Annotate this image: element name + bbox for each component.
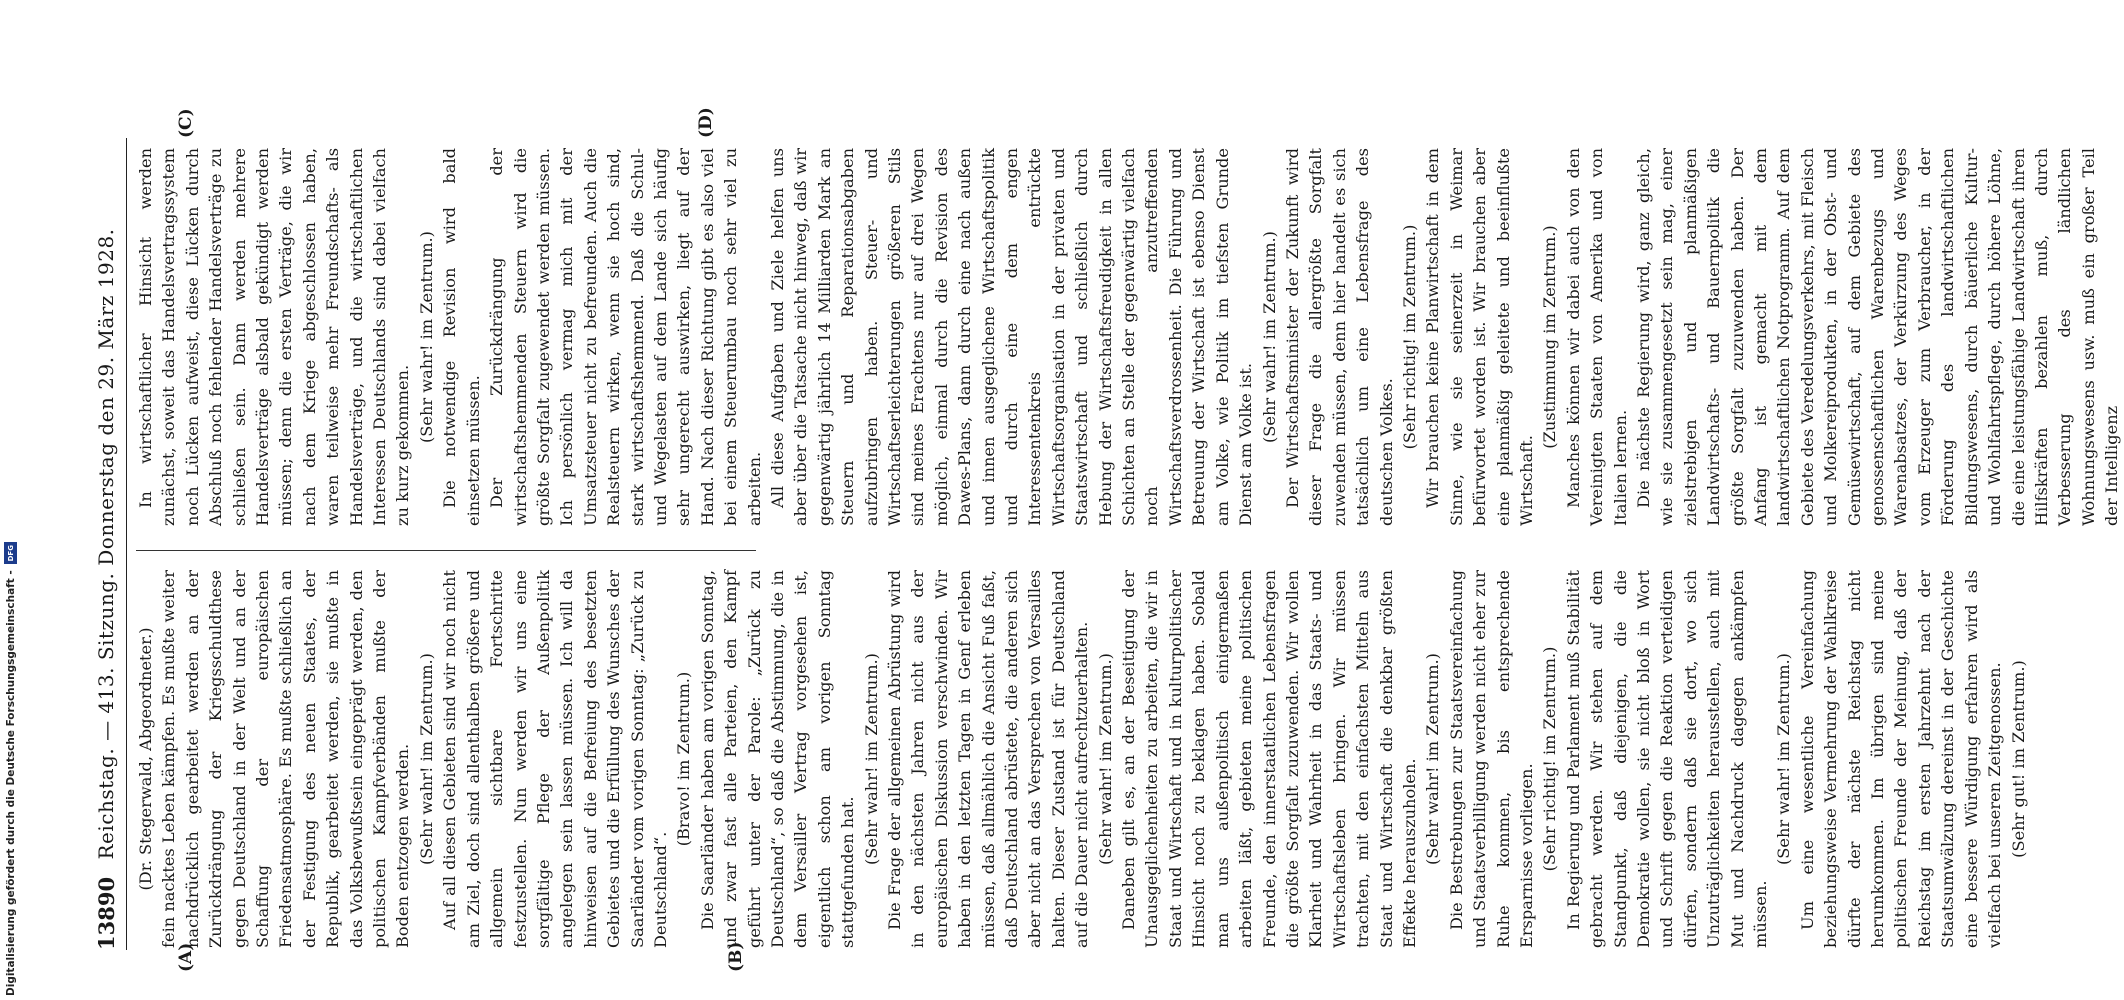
paragraph: Die Saarländer haben am vorigen Sonntag, und zwar fast alle Parteien, den Kampf geführt unter der Parole: „Zurück zu Deutschland“, so daß die Abstimmung, die in dem Versailler Vertrag vorgesehen ist, eigentlich schon am vorigen Sonntag stattgefunden hat. <box>697 570 858 948</box>
paragraph: In wirtschaftlicher Hinsicht werden zunächst, soweit das Handelsvertragssystem noch Lücken aufweist, diese Lücken durch Abschluß noch fehlender Handelsverträge zu schließen sein. Dann werden mehrere Handelsverträge alsbald gekündigt werden müssen; denn die ersten Verträge, die wir nach dem Kriege abgeschlossen haben, waren teilweise mehr Freundschafts- als Handelsverträge, und die wirtschaftlichen Interessen Deutschlands sind dabei vielfach zu kurz gekommen. <box>136 148 413 526</box>
reaction: (Sehr wahr! im Zentrum.) <box>861 652 881 866</box>
margin-letter-c: (C) <box>176 108 196 138</box>
paragraph: Um eine wesentliche Vereinfachung beziehungsweise Vermehrung der Wahlkreise dürfte der nächste Reichstag nicht herumkommen. Im übrigen sind meine politischen Freunde der Meinung, daß der Reichstag im ersten Jahrzehnt nach der Staatsumwälzung dereinst in der Geschichte eine bessere Würdigung erfahren wird als vielfach bei unseren Zeitgenossen. <box>1797 570 2005 948</box>
reaction: (Sehr richtig! im Zentrum.) <box>1540 646 1560 872</box>
reaction: (Sehr wahr! im Zentrum.) <box>1423 652 1443 866</box>
reaction: (Zustimmung im Zentrum.) <box>1540 225 1560 449</box>
paragraph: Daneben gilt es, an der Beseitigung der Unausgeglichenheiten zu arbeiten, die wir in Staat und Wirtschaft und in kulturpolitischer Hinsicht noch zu beklagen haben. Sobald man uns außenpolitisch einigermaßen arbeiten läßt, gebieten meine politischen Freunde, den innerstaatlichen Lebensfragen die größte Sorgfalt zuzuwenden. Wir wollen Klarheit und Wahrheit in das Staats- und Wirtschaftsleben bringen. Wir müssen trachten, mit den einfachsten Mitteln aus Staat und Wirtschaft die denkbar größten Effekte herauszuholen. <box>1119 570 1419 948</box>
right-column <box>134 148 2124 526</box>
dfg-logo-icon: DFG <box>4 542 17 564</box>
reaction: (Sehr gut! im Zentrum.) <box>2008 660 2028 858</box>
paragraph: Wir brauchen keine Planwirtschaft in dem Sinne, wie sie seinerzeit in Weimar befürwortet worden ist. Wir brauchen aber eine planmäßig geleitete und beeinflußte Wirtschaft. <box>1423 148 1536 526</box>
paragraph: In Regierung und Parlament muß Stabilität gebracht werden. Wir stehen auf dem Standpunkt, daß diejenigen, die die Demokratie wollen, sie nicht bloß in Wort und Schrift gegen die Reaktion verteidigen dürfen, sondern daß sie dort, wo sich Unzuträglichkeiten herausstellen, auch mit Mut und Nachdruck dagegen ankämpfen müssen. <box>1563 570 1771 948</box>
reaction: (Sehr wahr! im Zentrum.) <box>416 652 436 866</box>
reaction: (Sehr wahr! im Zentrum.) <box>1774 652 1794 866</box>
speaker-label: (Dr. Stegerwald, Abgeordneter.) <box>136 627 155 891</box>
digitization-note <box>0 0 24 1000</box>
paragraph: Der Zurückdrängung der wirtschaftshemmenden Steuern wird die größte Sorgfalt zugewendet werden müssen. Ich persönlich vermag mich mit der Umsatzsteuer nicht zu befreunden. Auch die Realsteuern wirken, wenn sie hoch sind, stark wirtschaftshemmend. Daß die Schul- und Wegelasten auf dem Lande sich häufig sehr ungerecht auswirken, liegt auf der Hand. Nach dieser Richtung gibt es also viel bei einem Steuerumbau noch sehr viel zu arbeiten. <box>487 148 764 526</box>
margin-letter-b: (B) <box>726 941 746 972</box>
margin-letter-d: (D) <box>696 107 716 138</box>
paragraph: All diese Aufgaben und Ziele helfen uns aber über die Tatsache nicht hinweg, daß wir gegenwärtig jährlich 14 Milliarden Mark an Steuern und Reparationsabgaben aufzubringen haben. Steuer- und Wirtschaftserleichterungen größeren Stils sind meines Erachtens nur auf drei Wegen möglich, einmal durch die Revision des Dawes-Plans, dann durch eine nach außen und innen ausgeglichene Wirtschaftspolitik und durch eine dem engen Interessentenkreis entrückte Wirtschaftsorganisation in der privaten und Staatswirtschaft und schließlich durch Hebung der Wirtschaftsfreudigkeit in allen Schichten an Stelle der gegenwärtig vielfach noch anzutreffenden Wirtschaftsverdrossenheit. Die Führung und Betreuung der Wirtschaft ist ebenso Dienst am Volke, wie Politik im tiefsten Grunde Dienst am Volke ist. <box>767 148 1256 526</box>
reaction: (Sehr richtig! im Zentrum.) <box>1399 224 1419 450</box>
reaction: (Sehr wahr! im Zentrum.) <box>416 230 436 444</box>
reaction: (Bravo! im Zentrum.) <box>674 671 694 847</box>
header-rule <box>126 138 127 950</box>
paragraph: Die notwendige Revision wird bald einsetzen müssen. <box>440 148 483 526</box>
column-divider <box>136 550 756 551</box>
reaction: (Sehr wahr! im Zentrum.) <box>1095 652 1115 866</box>
left-column <box>134 570 2030 948</box>
paragraph: Die nächste Regierung wird, ganz gleich, wie sie zusammengesetzt sein mag, einer zielstrebigen und planmäßigen Landwirtschafts- und Bauernpolitik die größte Sorgfalt zuzuwenden haben. Der Anfang ist gemacht mit dem landwirtschaftlichen Notprogramm. Auf dem Gebiete des Veredelungsverkehrs, mit Fleisch und Molkereiprodukten, in der Obst- und Gemüsewirtschaft, auf dem Gebiete des genossenschaftlichen Warenbezugs und Warenabsatzes, der Verkürzung des Weges vom Erzeuger zum Verbraucher, in der Förderung des landwirtschaftlichen Bildungswesens, durch bäuerliche Kultur- und Wohlfahrtspflege, durch höhere Löhne, die eine leistungsfähige Landwirtschaft ihren Hilfskräften bezahlen muß, durch Verbesserung des ländlichen Wohnungswesens usw. muß ein großer Teil der Intelligenz <box>1634 148 2122 526</box>
page-title: Reichstag. — 413. Sitzung. Donnerstag den 29. März 1928. <box>94 228 118 860</box>
digitization-note-text: Digitalisierung gefördert durch die Deutsche Forschungsgemeinschaft - <box>4 570 17 996</box>
paragraph: Der Wirtschaftsminister der Zukunft wird dieser Frage die allergrößte Sorgfalt zuwenden müssen, denn hier handelt es sich tatsächlich um eine Lebensfrage des deutschen Volkes. <box>1282 148 1396 526</box>
page-number: 13890 <box>94 876 119 950</box>
paragraph: Die Bestrebungen zur Staatsvereinfachung und Staatsverbilligung werden nicht eher zur Ruhe kommen, bis entsprechende Ersparnisse vorliegen. <box>1446 570 1536 948</box>
paragraph: Die Frage der allgemeinen Abrüstung wird in den nächsten Jahren nicht aus der europäischen Diskussion verschwinden. Wir haben in den letzten Tagen in Genf erleben müssen, daß allmählich die Ansicht Fuß faßt, daß Deutschland abrüstete, die anderen sich aber nicht an das Versprechen von Versailles halten. Dieser Zustand ist für Deutschland auf die Dauer nicht aufrechtzuerhalten. <box>885 570 1092 948</box>
paragraph: fein nacktes Leben kämpfen. Es mußte weiter nachdrücklich gearbeitet werden an der Zurückdrängung der Kriegsschuldthese gegen Deutschland in der Welt und an der Schaffung der europäischen Friedensatmosphäre. Es mußte schließlich an der Festigung des neuen Staates, der Republik, gearbeitet werden, sie mußte in das Volksbewußtsein eingeprägt werden, den politischen Kampfverbänden mußte der Boden entzogen werden. <box>159 570 413 948</box>
reaction: (Sehr wahr! im Zentrum.) <box>1259 230 1279 444</box>
page-header <box>94 138 124 950</box>
paragraph: Manches können wir dabei auch von den Vereinigten Staaten von Amerika und von Italien lernen. <box>1563 148 1630 526</box>
margin-letter-a: (A) <box>176 942 196 972</box>
paragraph: Auf all diesen Gebieten sind wir noch nicht am Ziel, doch sind allenthalben größere und allgemein sichtbare Fortschritte festzustellen. Nun werden wir uns eine sorgfältige Pflege der Außenpolitik angelegen sein lassen müssen. Ich will da hinweisen auf die Befreiung des besetzten Gebietes und die Erfüllung des Wunsches der Saarländer vom vorigen Sonntag: „Zurück zu Deutschland“. <box>440 570 670 948</box>
scanned-page <box>90 98 2122 978</box>
